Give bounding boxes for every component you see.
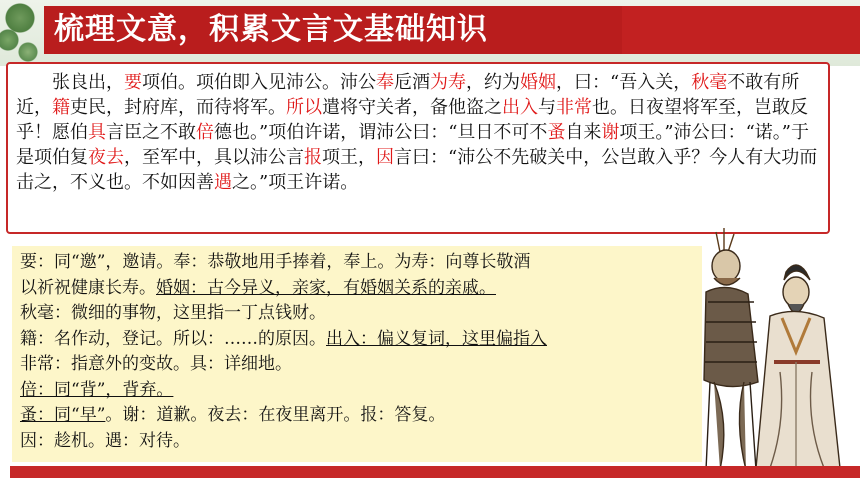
highlighted-word: 奉: [376, 72, 394, 93]
passage-segment: 项伯。项伯即入见沛公。沛公: [142, 72, 376, 93]
highlighted-word: 报: [304, 147, 322, 168]
highlighted-word: 秋毫: [691, 72, 728, 93]
highlighted-word: 婚姻: [520, 72, 556, 93]
note-line: [20, 378, 694, 404]
note-line: [20, 403, 694, 429]
passage-segment: 之。”项王许诺。: [232, 172, 359, 193]
vocabulary-notes-box: [12, 246, 702, 462]
note-text: 籍：名作动，登记。所以：……的原因。: [20, 328, 326, 349]
note-line: [20, 301, 694, 327]
note-line: [20, 352, 694, 378]
highlighted-word: 夜去: [88, 147, 124, 168]
note-line: [20, 429, 694, 455]
highlighted-word: 要: [124, 72, 142, 93]
title-banner: [44, 6, 622, 54]
passage-segment: ，至军中，具以沛公言: [124, 147, 304, 168]
passage-segment: 也。日夜望将军至，岂敢反乎！愿伯: [16, 97, 808, 143]
classical-passage-box: [6, 62, 830, 234]
highlighted-word: 所以: [286, 97, 322, 118]
passage-segment: 张良出，: [52, 72, 124, 93]
highlighted-word: 出入: [502, 97, 538, 118]
passage-segment: ，约为: [466, 72, 520, 93]
page-title: 梳理文意，积累文言文基础知识: [54, 12, 488, 47]
passage-segment: 项王，: [322, 147, 376, 168]
passage-segment: 不敢有所近，: [16, 72, 800, 118]
highlighted-word: 非常: [556, 97, 592, 118]
note-text: 。谢：道歉。夜去：在夜里离开。报：答复。: [105, 405, 446, 425]
underlined-note: 倍：同“背”，背弃。: [20, 379, 174, 400]
note-line: [20, 250, 694, 276]
highlighted-word: 籍: [52, 97, 70, 118]
passage-segment: 与: [538, 97, 556, 118]
note-text: 以祈祝健康长寿。: [20, 277, 156, 298]
highlighted-word: 蚤: [547, 122, 566, 143]
passage-segment: ，曰：“吾入关，: [556, 72, 692, 93]
highlighted-word: 具: [88, 122, 106, 143]
note-text: 秋毫：微细的事物，这里指一丁点钱财。: [20, 303, 326, 323]
passage-segment: 德也。”项伯许诺，谓沛公曰：“旦日不可不: [214, 122, 548, 143]
passage-segment: 卮酒: [394, 72, 430, 93]
underlined-note: 婚姻：古今异义，亲家，有婚姻关系的亲戚。: [156, 277, 496, 298]
passage-segment: 遣将守关者，备他盗之: [322, 97, 502, 118]
highlighted-word: 遇: [214, 172, 232, 193]
highlighted-word: 谢: [601, 122, 620, 143]
ancient-warriors-illustration: [700, 222, 850, 474]
header-red-stripe: [622, 6, 860, 54]
underlined-note: 出入：偏义复词，这里偏指入: [326, 328, 547, 349]
passage-segment: 言臣之不敢: [106, 122, 196, 143]
highlighted-word: 倍: [196, 122, 214, 143]
footer-red-bar: [10, 466, 860, 478]
underlined-note: 蚤：同“早”: [20, 405, 106, 425]
passage-segment: 言曰：“沛公不先破关中，公岂敢入乎？今人有大功而击之，不义也。不如因善: [16, 147, 818, 193]
passage-segment: 自来: [565, 122, 602, 143]
passage-text: [16, 70, 822, 195]
note-text: 非常：指意外的变故。具：详细地。: [20, 354, 292, 374]
highlighted-word: 因: [376, 147, 394, 168]
note-text: 要：同“邀”，邀请。奉：恭敬地用手捧着，奉上。为寿：向尊长敬酒: [20, 252, 531, 272]
passage-segment: 项王。”沛公曰：“诺。”于是项伯复: [16, 122, 810, 168]
passage-segment: 吏民，封府库，而待将军。: [70, 97, 286, 118]
note-line: [20, 327, 694, 353]
note-text: 因：趁机。遇：对待。: [20, 430, 190, 451]
highlighted-word: 为寿: [430, 72, 466, 93]
note-line: [20, 276, 694, 302]
